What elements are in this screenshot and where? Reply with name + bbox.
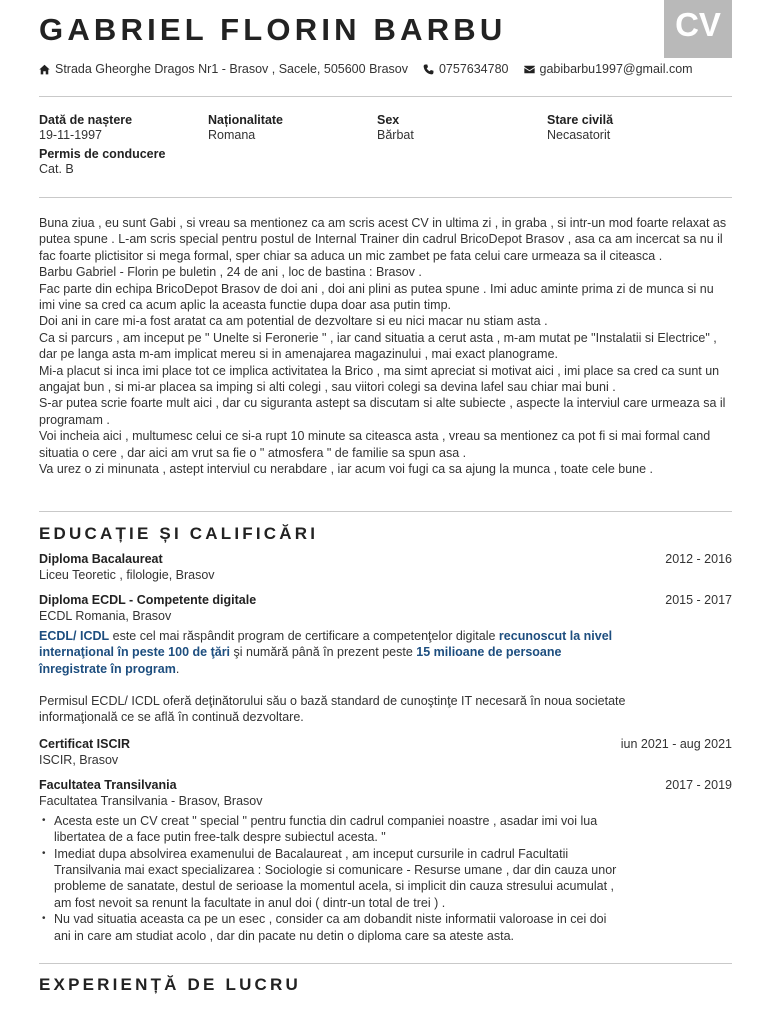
education-section-title: EDUCAȚIE ȘI CALIFICĂRI	[39, 524, 319, 543]
contact-email	[524, 62, 693, 76]
info-value: Bărbat	[377, 128, 414, 142]
personal-sex	[377, 113, 414, 143]
entry-title: Certificat ISCIR	[39, 737, 130, 751]
info-label: Stare civilă	[547, 113, 614, 127]
entry-date: 2015 - 2017	[665, 593, 732, 607]
contact-phone	[423, 62, 509, 76]
description-text: .	[175, 661, 180, 676]
list-item: • Nu vad situatia aceasta ca pe un esec , consider ca am dobandit niste informatii valoroase in cei doi ani in care am studiat acolo , dar din pacate nu detin o diploma care sa ateste asta.	[39, 911, 625, 944]
education-entry	[39, 777, 732, 944]
entry-description	[39, 628, 629, 677]
email-text[interactable]: gabibarbu1997@gmail.com	[539, 62, 693, 76]
envelope-icon	[524, 64, 535, 75]
personal-birthdate	[39, 113, 132, 143]
info-value: Cat. B	[39, 162, 74, 176]
summary-paragraph: Barbu Gabriel - Florin pe buletin , 24 de ani , loc de bastina : Brasov .	[39, 265, 422, 280]
cv-badge: CV	[664, 0, 732, 58]
summary-paragraph: Doi ani in care mi-a fost aratat ca am potential de dezvoltare si eu nici macar nu stiam asta .	[39, 314, 548, 329]
highlight-text: recunoscut la nivel internaţional în peste 100 de ţări	[39, 628, 613, 660]
info-label: Permis de conducere	[39, 147, 166, 161]
home-icon	[39, 64, 50, 75]
education-entry	[39, 551, 732, 584]
summary-paragraph: Voi incheia aici , multumesc celui ce si-a rupt 10 minute sa citeasca asta , vreau sa mentionez ca pot fi si mai formal cand situatia o cere , dar aici am vrut sa fie o " atmosfera " de familie sa spun asa .	[39, 429, 711, 460]
info-label: Dată de naștere	[39, 113, 133, 127]
summary-paragraph: Mi-a placut si inca imi place tot ce implica activitatea la Brico , ma simt apreciat si motivat aici , imi place sa cred ca sunt un angajat bun , si mi-ar placea sa imping si alti colegi , sau viitori colegi sa devina lafel sau chiar mai buni .	[39, 363, 720, 395]
summary-paragraph: Fac parte din echipa BricoDepot Brasov de doi ani , doi ani plini as putea spune . Imi aduc aminte prima zi de munca si nu imi vine sa cred ca acum aplic la aceasta functie dupa doar asa putin timp.	[39, 281, 714, 313]
entry-description: Permisul ECDL/ ICDL oferă deţinătorului său o bază standard de cunoştinţe IT necesară în noua societate informaţională ce se află în continuă dezvoltare.	[39, 694, 626, 725]
education-entry	[39, 736, 732, 769]
summary-paragraph: Ca si parcurs , am inceput pe " Unelte si Feronerie " , iar cand situatia a cerut asta , m-am mutat pe "Instalatii si Electrice" , dar pe langa asta m-am implicat mereu si in amenajarea magazinului , mai exact planograme.	[39, 330, 717, 362]
education-entry	[39, 592, 732, 726]
candidate-name: GABRIEL FLORIN BARBU	[39, 12, 507, 47]
phone-icon	[423, 64, 434, 75]
personal-marital-status	[547, 113, 613, 143]
personal-driving-license	[39, 147, 165, 177]
entry-date: iun 2021 - aug 2021	[620, 737, 732, 751]
experience-section-title: EXPERIENȚĂ DE LUCRU	[39, 975, 301, 994]
description-text: este cel mai răspândit program de certificare a competenţelor digitale	[109, 628, 499, 643]
divider	[39, 197, 732, 198]
entry-title: Facultatea Transilvania	[39, 778, 177, 792]
info-value: Romana	[208, 128, 256, 142]
info-value: Necasatorit	[547, 128, 611, 142]
info-label: Naționalitate	[208, 113, 284, 127]
summary-paragraph: Buna ziua , eu sunt Gabi , si vreau sa mentionez ca am scris acest CV in ultima zi , in graba , si intr-un mod foarte relaxat as putea spune . L-am scris special pentru postul de Internal Trainer din cadrul BricoDepot Brasov , asa ca am incercat sa nu il fac foarte plictisitor si mega formal, sper chiar sa aduca un mic zambet pe fata celui care urmeaza sa il citeasca .	[39, 216, 727, 263]
divider	[39, 963, 732, 964]
entry-subtitle: Facultatea Transilvania - Brasov, Brasov	[39, 794, 263, 809]
entry-title: Diploma ECDL - Competente digitale	[39, 593, 257, 607]
entry-title: Diploma Bacalaureat	[39, 552, 163, 566]
contact-bar	[39, 62, 693, 76]
info-label: Sex	[377, 113, 400, 127]
personal-nationality	[208, 113, 283, 143]
entry-date: 2012 - 2016	[665, 552, 732, 566]
list-item: • Acesta este un CV creat " special " pentru functia din cadrul companiei noastre , asadar imi voi lua libertatea de a face putin free-talk despre subiectul acesta. "	[39, 813, 625, 846]
divider	[39, 96, 732, 97]
info-value: 19-11-1997	[39, 128, 103, 142]
entry-date: 2017 - 2019	[665, 778, 732, 792]
profile-summary	[39, 215, 732, 478]
highlight-text: ECDL/ ICDL	[39, 628, 110, 643]
divider	[39, 511, 732, 512]
phone-text[interactable]: 0757634780	[438, 62, 509, 76]
entry-bullets	[39, 813, 732, 944]
description-text: şi numără până în prezent peste	[230, 645, 417, 660]
highlight-text: 15 milioane de persoane înregistrate în program	[39, 645, 562, 676]
address-text: Strada Gheorghe Dragos Nr1 - Brasov , Sacele, 505600 Brasov	[55, 62, 408, 76]
contact-address	[39, 62, 408, 76]
entry-subtitle: Liceu Teoretic , filologie, Brasov	[39, 568, 215, 583]
summary-paragraph: S-ar putea scrie foarte mult aici , dar cu siguranta astept sa discutam si alte subiecte , aspecte la interviul care urmeaza sa il programam .	[39, 396, 726, 427]
entry-subtitle: ISCIR, Brasov	[39, 753, 119, 768]
summary-paragraph: Va urez o zi minunata , astept interviul cu nerabdare , iar acum voi fugi ca sa ajung la munca , toate cele bune .	[39, 462, 654, 477]
entry-subtitle: ECDL Romania, Brasov	[39, 609, 172, 624]
list-item: • Imediat dupa absolvirea examenului de Bacalaureat , am inceput cursurile in cadrul Facultatii Transilvania mai exact specializarea : Sociologie si comunicare - Resurse umane , dar din cauza unor probleme de sanatate, destul de serioase la momentul acela, si implicit din cauza stresului acumulat , am fost nevoit sa renunt la facultate in anul doi ( dintr-un total de trei ) .	[39, 846, 625, 912]
